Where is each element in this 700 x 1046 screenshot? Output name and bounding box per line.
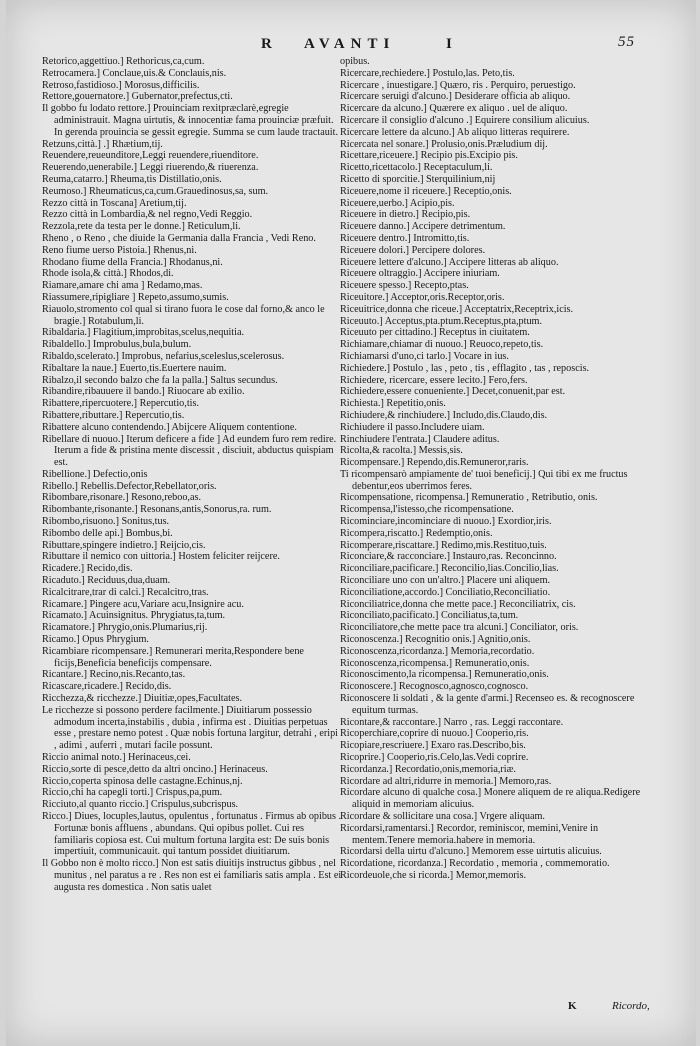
dictionary-entry: Ricadere.] Recido,dis. (42, 563, 133, 575)
dictionary-entry: Retorico,aggettiuo.] Rethoricus,ca,cum. (42, 56, 205, 67)
dictionary-entry: Riconoscenza.] Recognitio onis.] Agnitio,onis. (340, 634, 531, 646)
dictionary-entry: Rettore,gouernatore.] Gubernator,prefectus,cti. (42, 91, 233, 103)
dictionary-entry: Riamare,amare chi ama ] Redamo,mas. (42, 280, 203, 292)
dictionary-entry: Ricetto,ricettacolo.] Receptaculum,li. (340, 162, 493, 174)
dictionary-entry: Rhode isola,& città.] Rhodos,di. (42, 268, 174, 280)
dictionary-entry: Ricercare,rechiedere.] Postulo,las. Peto,tis. (340, 67, 515, 79)
dictionary-entry: Riccio,chi ha capegli torti.] Crispus,pa,pum. (42, 787, 223, 799)
dictionary-entry: Ricomperare,riscattare.] Redimo,mis.Restituo,tuis. (340, 539, 547, 551)
dictionary-entry: Riceuere dentro.] Intromitto,tis. (340, 232, 470, 244)
dictionary-entry: Rezzo città in Lombardia,& nel regno,Vedi Reggio. (42, 209, 253, 221)
dictionary-entry: Ribaldo,scelerato.] Improbus, nefarius,sceleslus,scelerosus. (42, 350, 285, 362)
book-page (6, 0, 696, 1046)
dictionary-entry: Ricercare lettere da alcuno.] Ab aliquo litteras requirere. (340, 126, 570, 138)
dictionary-entry: Richiedere.] Postulo , las , peto , tis , efflagito , tas , reposcis. (340, 362, 590, 374)
dictionary-entry: Ricompensare.] Rependo,dis.Remuneror,raris. (340, 457, 529, 469)
dictionary-entry: Ricordare & sollicitare una cosa.] Vrgere aliquam. (340, 811, 545, 822)
dictionary-entry: Ribalzo,il secondo balzo che fa la palla.] Saltus secundus. (42, 374, 278, 386)
dictionary-entry: Ricompensatione, ricompensa.] Remuneratio , Retributio, onis. (340, 492, 598, 504)
dictionary-entry: Ribattere,ributtare.] Repercutio,tis. (42, 409, 185, 421)
dictionary-entry: Ricompera,riscatto.] Redemptio,onis. (340, 527, 493, 539)
dictionary-entry: Riconoscenza,ricordanza.] Memoria,recordatio. (340, 645, 535, 657)
dictionary-entry: Rezzola,rete da testa per le donne.] Reticulum,li. (42, 221, 241, 233)
dictionary-entry: Riceuuto per cittadino.] Receptus in ciuitatem. (340, 327, 530, 339)
dictionary-entry: Ricoprire.] Cooperio,ris.Celo,las.Vedi coprire. (340, 752, 529, 764)
dictionary-entry: Rhodano fiume della Francia.] Rhodanus,ni. (42, 256, 223, 268)
page-number: 55 (618, 34, 635, 50)
dictionary-entry: Riceuitrice,donna che riceue.] Acceptatrix,Receptrix,icis. (340, 303, 574, 315)
header-signature-right: I (446, 36, 453, 52)
dictionary-entry: Riceuitore.] Acceptor,oris.Receptor,oris. (340, 291, 505, 303)
dictionary-entry: Richiesta.] Repetitio,onis. (340, 398, 446, 410)
dictionary-entry: Ricaduto.] Reciduus,dua,duam. (42, 575, 171, 587)
dictionary-entry: Ricordanza.] Recordatio,onis,memoria,riæ. (340, 763, 516, 775)
dictionary-entry: Ricercare il consiglio d'alcuno .] Equirere consilium alicuius. (340, 114, 590, 126)
running-title: AVANTI (304, 36, 396, 52)
dictionary-entry: Ricamo.] Opus Phrygium. (42, 634, 149, 646)
dictionary-entry: Reuendere,reueunditore,Leggi reuendere,riuenditore. (42, 150, 259, 162)
dictionary-entry: Ricontare,& raccontare.] Narro , ras. Leggi raccontare. (340, 716, 564, 728)
dictionary-entry: Ribattere,ripercuotere.] Repercutio,tis. (42, 398, 199, 410)
dictionary-entry: Ricetto di sporcitie.] Sterquilinium,nij (340, 173, 496, 185)
dictionary-entry: Ricambiare ricompensare.] Remunerari merita,Respondere bene ficijs,Beneficia beneficijs compensare. (42, 645, 304, 669)
dictionary-entry: Rinchiudere l'entrata.] Claudere aditus. (340, 433, 500, 445)
dictionary-entry: Ribello.] Rebellis.Defector,Rebellator,oris. (42, 480, 217, 492)
dictionary-entry: Ricordarsi della uirtu d'alcuno.] Memorem esse uirtutis alicuius. (340, 846, 602, 858)
dictionary-entry: Il Gobbo non è molto ricco.] Non est satis diuitijs instructus gibbus , nel munitus , nel paratus a re . Res non est ei familiaris satis ampla . Est ei augusta res domestica . Non satis ualet (42, 858, 342, 893)
dictionary-entry: Ricercare , inuestigare.] Quæro, ris . Perquiro, peruestigo. (340, 79, 576, 91)
dictionary-entry: Riconciliare,pacificare.] Reconcilio,lias.Concilio,lias. (340, 563, 559, 575)
dictionary-entry: Ricascare,ricadere.] Recido,dis. (42, 681, 172, 693)
dictionary-entry: Ricordare ad altri,ridurre in memoria.] Memoro,ras. (340, 775, 552, 787)
dictionary-entry: Riceuere spesso.] Recepto,ptas. (340, 280, 469, 292)
dictionary-entry: Riconoscere li soldati , & la gente d'armi.] Recenseo es. & recognoscere equitum turmas. (340, 693, 635, 716)
dictionary-entry: Ricompensa,l'istesso,che ricompensatione. (340, 504, 514, 516)
dictionary-entry: Richiedere,essere conueniente.] Decet,conuenit,par est. (340, 386, 566, 398)
dictionary-entry: Riconciliatione,accordo.] Conciliatio,Reconciliatio. (340, 586, 551, 598)
dictionary-entry: Ribellare di nuouo.] Iterum deficere a fide ] Ad eundem furo rem redire. Iterum a fide & pristina mente discessit , disciuit, abductus quispiam est. (42, 433, 337, 469)
catchword: Ricordo, (612, 1000, 650, 1012)
dictionary-entry: Ricercare seruigi d'alcuno.] Desiderare officia ab aliquo. (340, 91, 571, 103)
dictionary-entry: Reuerendo,uenerabile.] Leggi riuerendo,& riuerenza. (42, 162, 259, 174)
dictionary-entry: Ributtare il nemico con uittoria.] Hostem feliciter reijcere. (42, 551, 280, 563)
dictionary-entry: Riconciare,& racconciare.] Instauro,ras. Reconcinno. (340, 551, 557, 563)
dictionary-entry: Le ricchezze si possono perdere facilmente.] Diuitiarum possessio admodum incerta,instabilis , dubia , infirma est . Diuitias perpetuas esse , prestare nemo potest . Quæ nobis fortuna largitur, detrahi , eripi , adimi , auferri , mutari facile possunt. (42, 704, 339, 752)
dictionary-entry: Ribaltare la naue.] Euerto,tis.Euertere nauim. (42, 362, 227, 374)
dictionary-entry: Il gobbo fu lodato rettore.] Prouinciam rexitpræclarè,egregie administrauit. Magna uirtutis, & innocentiæ fama prouinciæ præfuit. In gerenda prouincia se gessit egregie. Summa se cum laude tractauit. (42, 103, 339, 138)
dictionary-entry: Riceuere lettere d'alcuno.] Accipere litteras ab aliquo. (340, 256, 559, 268)
dictionary-entry: Ricolta,& racolta.] Messis,sis. (340, 445, 463, 457)
dictionary-entry: Riconoscenza,ricompensa.] Remuneratio,onis. (340, 657, 530, 669)
dictionary-entry: Riceuere danno.] Accipere detrimentum. (340, 221, 506, 233)
dictionary-entry: Riceuere in dietro.] Recipio,pis. (340, 209, 471, 221)
dictionary-entry: Ricercata nel sonare.] Prolusio,onis.Præludium dij. (340, 138, 548, 150)
dictionary-entry: Ributtare,spingere indietro.] Reijcio,cis. (42, 539, 206, 551)
dictionary-entry: Ribandire,ribauuere il bando.] Riuocare ab exilio. (42, 386, 245, 398)
dictionary-entry: Ribombo delle api.] Bombus,bi. (42, 527, 173, 539)
dictionary-entry: Ribombare,risonare.] Resono,reboo,as. (42, 492, 201, 504)
dictionary-entry: Ricordare alcuno di qualche cosa.] Monere aliquem de re aliqua.Redigere aliquid in memoriam alicuius. (340, 787, 641, 811)
dictionary-entry: Rheno , o Reno , che diuide la Germania dalla Francia , Vedi Reno. (42, 232, 316, 244)
dictionary-entry: Riccio animal noto.] Herinaceus,cei. (42, 752, 191, 764)
left-column (42, 56, 342, 894)
dictionary-entry: Retzuns,città.] .] Rhætium,tij. (42, 138, 163, 150)
header-signature-left: R (261, 36, 273, 52)
dictionary-entry: Riccio,sorte di pesce,detto da altri oncino.] Herinaceus. (42, 763, 268, 775)
dictionary-entry: Riceuere,nome il riceuere.] Receptio,onis. (340, 185, 512, 197)
dictionary-entry: Riceuere dolori.] Percipere dolores. (340, 244, 486, 256)
dictionary-entry: opibus. (340, 56, 370, 67)
dictionary-entry: Richiamarsi d'uno,ci tarlo.] Vocare in ius. (340, 350, 509, 362)
dictionary-entry: Ricchezza,& ricchezze.] Diuitiæ,opes,Facultates. (42, 693, 242, 705)
dictionary-entry: Ricordatione, ricordanza.] Recordatio , memoria , commemoratio. (340, 858, 610, 870)
right-column (340, 56, 658, 882)
dictionary-entry: Riccio,coperta spinosa delle castagne.Echinus,nj. (42, 775, 243, 787)
dictionary-entry: Riceuuto.] Acceptus,pta.ptum.Receptus,pta,ptum. (340, 315, 543, 327)
dictionary-entry: Reno fiume uerso Pistoia.] Rhenus,ni. (42, 244, 197, 256)
dictionary-entry: Riconoscimento,la ricompensa.] Remuneratio,onis. (340, 669, 549, 681)
dictionary-entry: Riassumere,ripigliare ] Repeto,assumo,sumis. (42, 291, 229, 303)
dictionary-entry: Ricalcitrare,trar di calci.] Recalcitro,tras. (42, 586, 209, 598)
footer-signature: K (568, 1000, 577, 1012)
dictionary-entry: Riconciliatrice,donna che mette pace.] Reconciliatrix, cis. (340, 598, 576, 610)
dictionary-entry: Ribombante,risonante.] Resonans,antis,Sonorus,ra. rum. (42, 504, 272, 516)
dictionary-entry: Richiudere il passo.Includere uiam. (340, 421, 485, 433)
dictionary-entry: Ricordeuole,che si ricorda.] Memor,memoris. (340, 869, 527, 881)
dictionary-entry: Riconciliato,pacificato.] Conciliatus,ta,tum. (340, 610, 519, 622)
dictionary-entry: Ricamatore.] Phrygio,onis.Plumarius,rij. (42, 622, 208, 634)
dictionary-entry: Riceuere oltraggio.] Accipere iniuriam. (340, 268, 500, 280)
dictionary-entry: Ricercare da alcuno.] Quærere ex aliquo . uel de aliquo. (340, 103, 568, 115)
dictionary-entry: Ricominciare,incominciare di nuouo.] Exordior,iris. (340, 516, 552, 528)
dictionary-entry: Ti ricompensarò ampiamente de' tuoi beneficij.] Qui tibi ex me fructus debentur,eos uberrimos feres. (340, 468, 628, 492)
dictionary-entry: Riconciliare uno con un'altro.] Placere uni aliquem. (340, 575, 551, 587)
dictionary-entry: Richiamare,chiamar di nuouo.] Reuoco,repeto,tis. (340, 339, 544, 351)
dictionary-entry: Ricamato.] Acuinsignitus. Phrygiatus,ta,tum. (42, 610, 226, 622)
dictionary-entry: Ribaldello.] Improbulus,bula,bulum. (42, 339, 192, 351)
dictionary-entry: Retroso,fastidioso.] Morosus,difficilis. (42, 79, 200, 91)
dictionary-entry: Ricantare.] Recino,nis.Recanto,tas. (42, 669, 186, 681)
dictionary-entry: Retrocamera.] Conclaue,uis.& Conclauis,nis. (42, 67, 227, 79)
dictionary-entry: Riceuere,uerbo.] Acipio,pis. (340, 197, 455, 209)
dictionary-entry: Ricciuto,al quanto riccio.] Crispulus,subcrispus. (42, 799, 239, 811)
dictionary-entry: Rezzo città in Toscana] Aretium,tij. (42, 197, 187, 209)
dictionary-entry: Richiudere,& rinchiudere.] Includo,dis.Claudo,dis. (340, 409, 548, 421)
dictionary-entry: Ricopiare,rescriuere.] Exaro ras.Describo,bis. (340, 740, 526, 752)
dictionary-entry: Richiedere, ricercare, essere lecito.] Fero,fers. (340, 374, 528, 386)
dictionary-entry: Ricordarsi,ramentarsi.] Recordor, reminiscor, memini,Venire in mentem.Tenere memoria.habere in memoria. (340, 822, 599, 846)
page-header (6, 30, 696, 56)
dictionary-entry: Ricoperchiare,coprire di nuouo.] Cooperio,ris. (340, 728, 529, 740)
dictionary-entry: Ribaldaria.] Flagitium,improbitas,scelus,nequitia. (42, 327, 245, 339)
dictionary-entry: Reuma,catarro.] Rheuma,tis Distillatio,onis. (42, 173, 222, 185)
dictionary-entry: Riconoscere.] Recognosco,agnosco,cognosco. (340, 681, 529, 693)
dictionary-entry: Ribattere alcuno contendendo.] Abijcere Aliquem contentione. (42, 421, 297, 433)
dictionary-entry: Ricettare,riceuere.] Recipio pis.Excipio pis. (340, 150, 518, 162)
dictionary-entry: Riconciliatore,che mette pace tra alcuni.] Conciliator, oris. (340, 622, 579, 634)
dictionary-entry: Ricamare.] Pingere acu,Variare acu,Insignire acu. (42, 598, 244, 610)
dictionary-entry: Reumoso.] Rheumaticus,ca,cum.Grauedinosus,sa, sum. (42, 185, 269, 197)
dictionary-entry: Riauolo,stromento col qual si tirano fuora le cose dal forno,& anco le bragie.] Rotabulum,li. (42, 303, 325, 327)
dictionary-entry: Ribombo,risuono.] Sonitus,tus. (42, 516, 170, 528)
dictionary-entry: Ricco.] Diues, locuples,lautus, opulentus , fortunatus . Firmus ab opibus . Fortunæ bonis affluens , abundans. Qui opibus pollet. Cui res familiaris copiosa est. Cui multum fortuna largita est: De suis bonis impertiuit, communicauit. qui tantum possidet diuitiarum. (42, 811, 342, 858)
dictionary-entry: Ribellione.] Defectio,onis (42, 468, 148, 480)
